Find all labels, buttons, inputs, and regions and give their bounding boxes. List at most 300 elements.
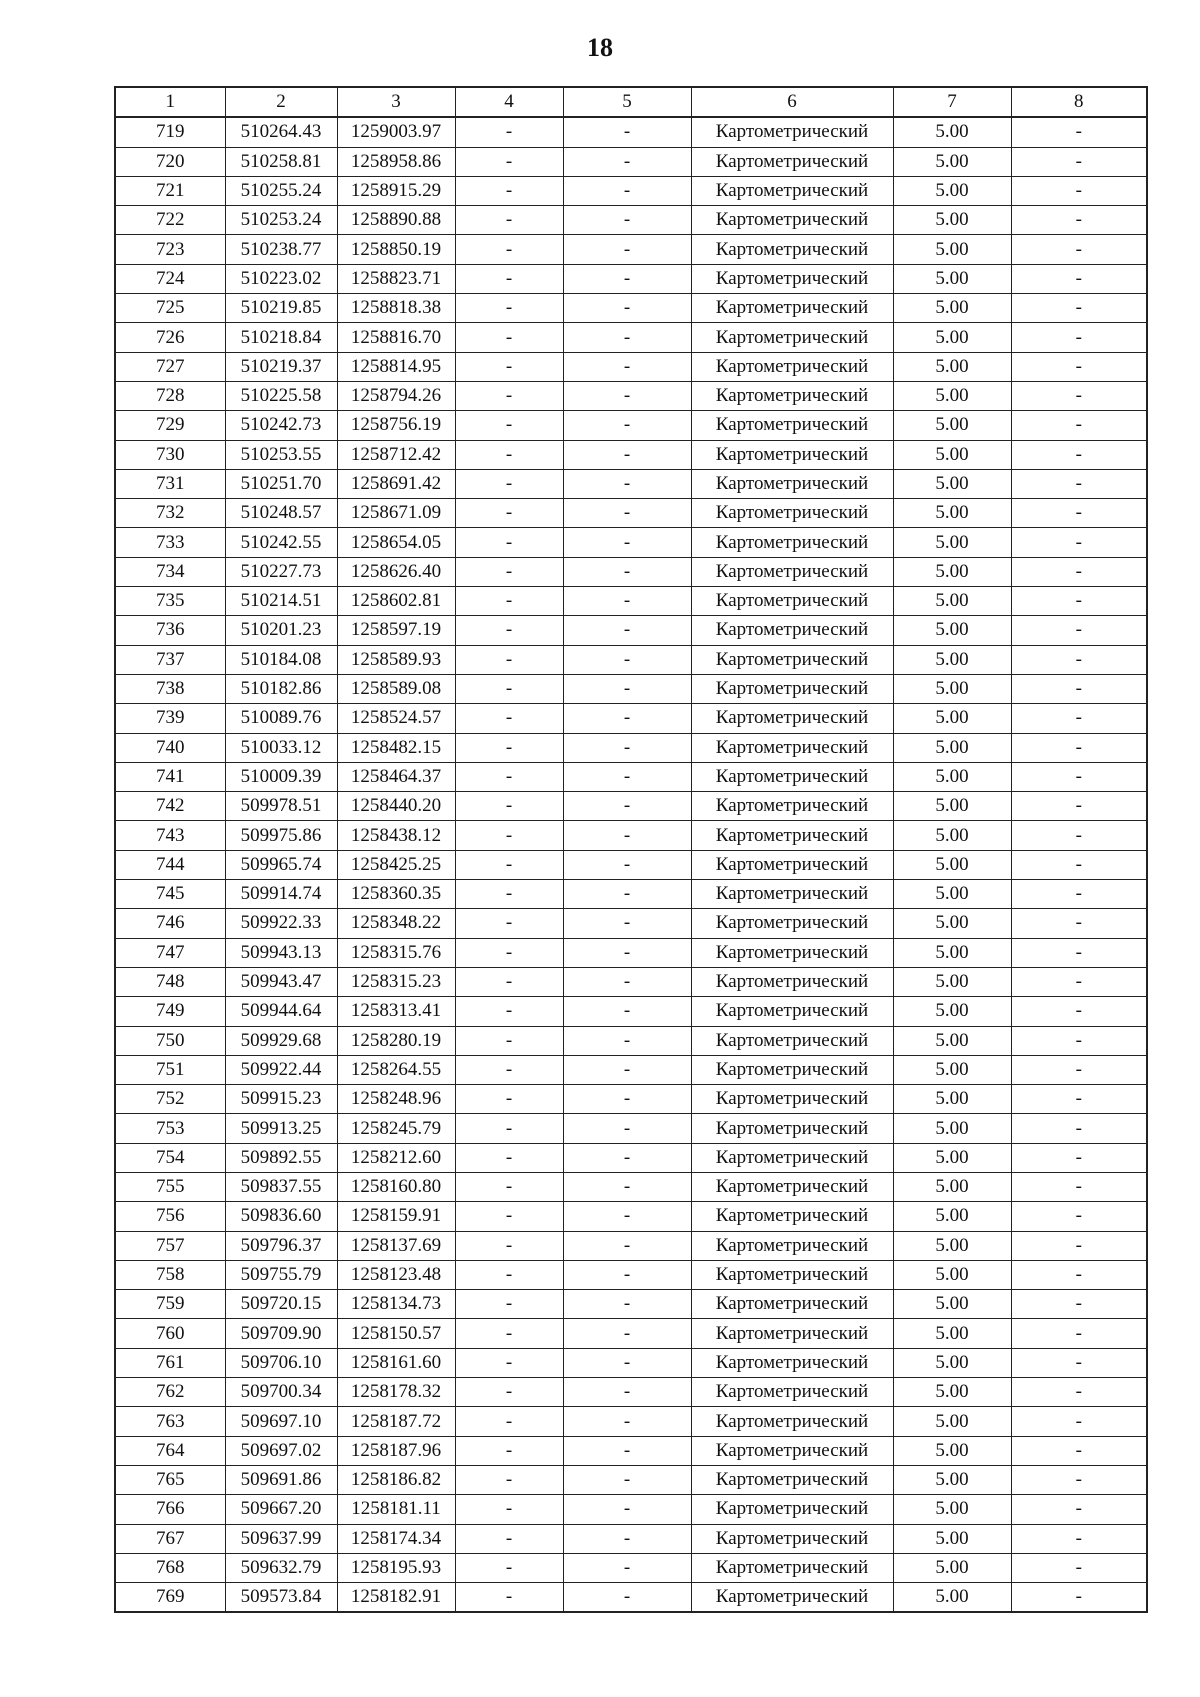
cell-coord-x: 510258.81 (225, 147, 337, 176)
table-row (115, 528, 1147, 557)
cell-col-5: - (563, 674, 691, 703)
cell-col-8: - (1011, 704, 1147, 733)
cell-accuracy: 5.00 (893, 206, 1011, 235)
cell-col-4: - (455, 1202, 563, 1231)
cell-col-8: - (1011, 528, 1147, 557)
cell-col-5: - (563, 1319, 691, 1348)
cell-coord-y: 1258794.26 (337, 381, 455, 410)
cell-method: Картометрический (691, 528, 893, 557)
table-row (115, 1524, 1147, 1553)
cell-point-number: 763 (115, 1407, 225, 1436)
cell-point-number: 747 (115, 938, 225, 967)
cell-col-5: - (563, 909, 691, 938)
table-body (115, 117, 1147, 1612)
cell-col-4: - (455, 1524, 563, 1553)
cell-accuracy: 5.00 (893, 294, 1011, 323)
cell-point-number: 734 (115, 557, 225, 586)
cell-method: Картометрический (691, 850, 893, 879)
cell-col-5: - (563, 1495, 691, 1524)
cell-col-5: - (563, 235, 691, 264)
cell-accuracy: 5.00 (893, 1524, 1011, 1553)
cell-accuracy: 5.00 (893, 733, 1011, 762)
cell-method: Картометрический (691, 938, 893, 967)
cell-col-5: - (563, 792, 691, 821)
cell-coord-x: 509922.33 (225, 909, 337, 938)
cell-col-8: - (1011, 997, 1147, 1026)
cell-method: Картометрический (691, 762, 893, 791)
cell-method: Картометрический (691, 1524, 893, 1553)
cell-accuracy: 5.00 (893, 264, 1011, 293)
cell-method: Картометрический (691, 880, 893, 909)
cell-coord-x: 510242.55 (225, 528, 337, 557)
cell-method: Картометрический (691, 909, 893, 938)
cell-col-5: - (563, 528, 691, 557)
table-row (115, 1290, 1147, 1319)
cell-point-number: 743 (115, 821, 225, 850)
table-row (115, 323, 1147, 352)
cell-coord-x: 510219.85 (225, 294, 337, 323)
cell-coord-y: 1258823.71 (337, 264, 455, 293)
cell-coord-x: 509755.79 (225, 1260, 337, 1289)
cell-coord-x: 510214.51 (225, 587, 337, 616)
cell-col-8: - (1011, 1085, 1147, 1114)
table-row (115, 117, 1147, 147)
cell-col-5: - (563, 117, 691, 147)
cell-col-8: - (1011, 645, 1147, 674)
cell-col-4: - (455, 821, 563, 850)
table-row (115, 792, 1147, 821)
cell-col-4: - (455, 1114, 563, 1143)
cell-point-number: 751 (115, 1055, 225, 1084)
cell-coord-y: 1258161.60 (337, 1348, 455, 1377)
cell-method: Картометрический (691, 1114, 893, 1143)
cell-coord-y: 1258626.40 (337, 557, 455, 586)
cell-col-5: - (563, 1465, 691, 1494)
cell-point-number: 745 (115, 880, 225, 909)
cell-accuracy: 5.00 (893, 1378, 1011, 1407)
cell-col-4: - (455, 1465, 563, 1494)
cell-col-4: - (455, 235, 563, 264)
cell-accuracy: 5.00 (893, 880, 1011, 909)
table-row (115, 1202, 1147, 1231)
cell-col-4: - (455, 1085, 563, 1114)
cell-col-4: - (455, 997, 563, 1026)
cell-col-8: - (1011, 733, 1147, 762)
cell-coord-y: 1258915.29 (337, 176, 455, 205)
cell-point-number: 727 (115, 352, 225, 381)
cell-col-5: - (563, 323, 691, 352)
cell-coord-y: 1258150.57 (337, 1319, 455, 1348)
cell-col-4: - (455, 352, 563, 381)
cell-coord-y: 1258425.25 (337, 850, 455, 879)
cell-col-4: - (455, 469, 563, 498)
table-row (115, 1319, 1147, 1348)
cell-method: Картометрический (691, 411, 893, 440)
cell-coord-y: 1258756.19 (337, 411, 455, 440)
table-row (115, 616, 1147, 645)
table-row (115, 1436, 1147, 1465)
table-row (115, 938, 1147, 967)
cell-coord-x: 510264.43 (225, 117, 337, 147)
table-row (115, 147, 1147, 176)
cell-col-8: - (1011, 1465, 1147, 1494)
cell-col-5: - (563, 733, 691, 762)
cell-col-5: - (563, 1055, 691, 1084)
cell-point-number: 729 (115, 411, 225, 440)
table-row (115, 880, 1147, 909)
cell-col-8: - (1011, 235, 1147, 264)
cell-accuracy: 5.00 (893, 469, 1011, 498)
cell-method: Картометрический (691, 587, 893, 616)
cell-accuracy: 5.00 (893, 352, 1011, 381)
cell-col-4: - (455, 1260, 563, 1289)
cell-coord-x: 509700.34 (225, 1378, 337, 1407)
cell-method: Картометрический (691, 206, 893, 235)
table-row (115, 206, 1147, 235)
cell-accuracy: 5.00 (893, 1055, 1011, 1084)
cell-col-5: - (563, 352, 691, 381)
cell-accuracy: 5.00 (893, 616, 1011, 645)
cell-coord-y: 1258280.19 (337, 1026, 455, 1055)
cell-coord-y: 1258524.57 (337, 704, 455, 733)
cell-coord-x: 509922.44 (225, 1055, 337, 1084)
cell-point-number: 737 (115, 645, 225, 674)
cell-col-8: - (1011, 1260, 1147, 1289)
cell-coord-y: 1258187.96 (337, 1436, 455, 1465)
cell-accuracy: 5.00 (893, 381, 1011, 410)
column-header: 7 (893, 87, 1011, 117)
cell-coord-y: 1258195.93 (337, 1553, 455, 1582)
cell-accuracy: 5.00 (893, 1172, 1011, 1201)
cell-coord-x: 510218.84 (225, 323, 337, 352)
cell-coord-x: 509706.10 (225, 1348, 337, 1377)
cell-point-number: 759 (115, 1290, 225, 1319)
table-row (115, 1143, 1147, 1172)
cell-point-number: 768 (115, 1553, 225, 1582)
cell-point-number: 749 (115, 997, 225, 1026)
cell-coord-x: 509697.10 (225, 1407, 337, 1436)
cell-col-8: - (1011, 1378, 1147, 1407)
cell-col-8: - (1011, 967, 1147, 996)
cell-coord-x: 509943.13 (225, 938, 337, 967)
cell-col-5: - (563, 997, 691, 1026)
cell-col-5: - (563, 1085, 691, 1114)
header-row (115, 87, 1147, 117)
table-row (115, 176, 1147, 205)
cell-col-5: - (563, 1026, 691, 1055)
table-row (115, 733, 1147, 762)
cell-coord-x: 509573.84 (225, 1583, 337, 1613)
cell-point-number: 736 (115, 616, 225, 645)
cell-accuracy: 5.00 (893, 1143, 1011, 1172)
cell-col-8: - (1011, 1290, 1147, 1319)
cell-accuracy: 5.00 (893, 117, 1011, 147)
cell-coord-y: 1258137.69 (337, 1231, 455, 1260)
cell-accuracy: 5.00 (893, 1407, 1011, 1436)
cell-accuracy: 5.00 (893, 1436, 1011, 1465)
cell-accuracy: 5.00 (893, 557, 1011, 586)
coordinates-table (114, 86, 1148, 1613)
cell-col-8: - (1011, 352, 1147, 381)
cell-col-5: - (563, 587, 691, 616)
table-row (115, 1553, 1147, 1582)
cell-coord-x: 510255.24 (225, 176, 337, 205)
cell-col-8: - (1011, 762, 1147, 791)
cell-point-number: 725 (115, 294, 225, 323)
cell-col-8: - (1011, 880, 1147, 909)
cell-coord-y: 1258816.70 (337, 323, 455, 352)
cell-col-5: - (563, 821, 691, 850)
table-row (115, 674, 1147, 703)
cell-coord-x: 510253.55 (225, 440, 337, 469)
table-row (115, 762, 1147, 791)
cell-col-8: - (1011, 411, 1147, 440)
table-row (115, 967, 1147, 996)
cell-coord-x: 509944.64 (225, 997, 337, 1026)
cell-col-5: - (563, 440, 691, 469)
cell-col-8: - (1011, 1436, 1147, 1465)
cell-point-number: 756 (115, 1202, 225, 1231)
cell-col-8: - (1011, 381, 1147, 410)
cell-accuracy: 5.00 (893, 1319, 1011, 1348)
cell-col-5: - (563, 1524, 691, 1553)
cell-coord-x: 510238.77 (225, 235, 337, 264)
column-header: 5 (563, 87, 691, 117)
cell-accuracy: 5.00 (893, 762, 1011, 791)
cell-accuracy: 5.00 (893, 1085, 1011, 1114)
cell-col-4: - (455, 1348, 563, 1377)
cell-point-number: 728 (115, 381, 225, 410)
cell-accuracy: 5.00 (893, 967, 1011, 996)
cell-col-4: - (455, 645, 563, 674)
cell-point-number: 742 (115, 792, 225, 821)
table-row (115, 264, 1147, 293)
cell-method: Картометрический (691, 1319, 893, 1348)
table-row (115, 587, 1147, 616)
cell-coord-x: 509796.37 (225, 1231, 337, 1260)
cell-col-8: - (1011, 1143, 1147, 1172)
cell-point-number: 732 (115, 499, 225, 528)
cell-point-number: 767 (115, 1524, 225, 1553)
table-row (115, 1495, 1147, 1524)
cell-method: Картометрический (691, 557, 893, 586)
cell-col-4: - (455, 499, 563, 528)
cell-col-4: - (455, 1553, 563, 1582)
cell-coord-x: 509632.79 (225, 1553, 337, 1582)
cell-method: Картометрический (691, 1583, 893, 1613)
table-row (115, 411, 1147, 440)
table-row (115, 557, 1147, 586)
cell-col-5: - (563, 704, 691, 733)
cell-method: Картометрический (691, 1260, 893, 1289)
cell-coord-y: 1258313.41 (337, 997, 455, 1026)
cell-coord-y: 1258691.42 (337, 469, 455, 498)
column-header: 6 (691, 87, 893, 117)
cell-method: Картометрический (691, 499, 893, 528)
cell-col-5: - (563, 1143, 691, 1172)
cell-method: Картометрический (691, 323, 893, 352)
cell-method: Картометрический (691, 792, 893, 821)
cell-coord-x: 510227.73 (225, 557, 337, 586)
cell-method: Картометрический (691, 352, 893, 381)
cell-accuracy: 5.00 (893, 938, 1011, 967)
cell-coord-x: 509637.99 (225, 1524, 337, 1553)
cell-coord-x: 510219.37 (225, 352, 337, 381)
cell-coord-x: 509697.02 (225, 1436, 337, 1465)
cell-col-4: - (455, 1026, 563, 1055)
cell-point-number: 733 (115, 528, 225, 557)
cell-point-number: 738 (115, 674, 225, 703)
cell-coord-y: 1258264.55 (337, 1055, 455, 1084)
cell-method: Картометрический (691, 147, 893, 176)
cell-accuracy: 5.00 (893, 323, 1011, 352)
cell-method: Картометрический (691, 264, 893, 293)
cell-coord-y: 1258654.05 (337, 528, 455, 557)
cell-col-8: - (1011, 117, 1147, 147)
cell-point-number: 746 (115, 909, 225, 938)
cell-method: Картометрический (691, 1553, 893, 1582)
cell-coord-y: 1259003.97 (337, 117, 455, 147)
cell-col-5: - (563, 1202, 691, 1231)
cell-coord-x: 509913.25 (225, 1114, 337, 1143)
cell-point-number: 755 (115, 1172, 225, 1201)
cell-col-4: - (455, 792, 563, 821)
cell-col-8: - (1011, 674, 1147, 703)
cell-col-5: - (563, 1231, 691, 1260)
cell-coord-y: 1258186.82 (337, 1465, 455, 1494)
cell-point-number: 753 (115, 1114, 225, 1143)
column-header: 1 (115, 87, 225, 117)
cell-col-4: - (455, 1290, 563, 1319)
cell-coord-x: 510242.73 (225, 411, 337, 440)
cell-col-4: - (455, 557, 563, 586)
cell-col-5: - (563, 1348, 691, 1377)
cell-coord-x: 510223.02 (225, 264, 337, 293)
cell-method: Картометрический (691, 821, 893, 850)
cell-accuracy: 5.00 (893, 1495, 1011, 1524)
cell-col-5: - (563, 880, 691, 909)
cell-col-4: - (455, 1407, 563, 1436)
cell-col-8: - (1011, 821, 1147, 850)
cell-coord-x: 509914.74 (225, 880, 337, 909)
cell-point-number: 769 (115, 1583, 225, 1613)
cell-col-5: - (563, 1260, 691, 1289)
cell-coord-y: 1258597.19 (337, 616, 455, 645)
cell-coord-y: 1258814.95 (337, 352, 455, 381)
cell-col-4: - (455, 323, 563, 352)
cell-method: Картометрический (691, 469, 893, 498)
cell-coord-y: 1258159.91 (337, 1202, 455, 1231)
cell-coord-y: 1258464.37 (337, 762, 455, 791)
cell-method: Картометрический (691, 440, 893, 469)
cell-accuracy: 5.00 (893, 587, 1011, 616)
cell-coord-x: 510033.12 (225, 733, 337, 762)
cell-coord-x: 509837.55 (225, 1172, 337, 1201)
cell-coord-x: 509667.20 (225, 1495, 337, 1524)
cell-coord-y: 1258671.09 (337, 499, 455, 528)
cell-coord-x: 509691.86 (225, 1465, 337, 1494)
cell-method: Картометрический (691, 1495, 893, 1524)
cell-method: Картометрический (691, 235, 893, 264)
cell-coord-y: 1258850.19 (337, 235, 455, 264)
cell-coord-x: 509978.51 (225, 792, 337, 821)
cell-col-4: - (455, 587, 563, 616)
cell-method: Картометрический (691, 733, 893, 762)
cell-method: Картометрический (691, 674, 893, 703)
cell-col-8: - (1011, 616, 1147, 645)
cell-point-number: 754 (115, 1143, 225, 1172)
cell-accuracy: 5.00 (893, 1114, 1011, 1143)
column-header: 2 (225, 87, 337, 117)
cell-col-8: - (1011, 1172, 1147, 1201)
cell-accuracy: 5.00 (893, 411, 1011, 440)
cell-method: Картометрический (691, 117, 893, 147)
cell-coord-y: 1258315.76 (337, 938, 455, 967)
cell-col-4: - (455, 616, 563, 645)
cell-method: Картометрический (691, 1172, 893, 1201)
column-header: 4 (455, 87, 563, 117)
cell-method: Картометрический (691, 1202, 893, 1231)
cell-method: Картометрический (691, 1085, 893, 1114)
cell-col-8: - (1011, 1348, 1147, 1377)
cell-coord-x: 509929.68 (225, 1026, 337, 1055)
table-row (115, 821, 1147, 850)
cell-accuracy: 5.00 (893, 440, 1011, 469)
cell-accuracy: 5.00 (893, 1026, 1011, 1055)
table-row (115, 909, 1147, 938)
cell-col-8: - (1011, 206, 1147, 235)
table-row (115, 645, 1147, 674)
cell-col-4: - (455, 1319, 563, 1348)
cell-col-4: - (455, 967, 563, 996)
cell-coord-x: 509892.55 (225, 1143, 337, 1172)
cell-accuracy: 5.00 (893, 1465, 1011, 1494)
cell-point-number: 724 (115, 264, 225, 293)
cell-col-4: - (455, 1378, 563, 1407)
cell-coord-y: 1258360.35 (337, 880, 455, 909)
cell-col-8: - (1011, 1231, 1147, 1260)
cell-col-5: - (563, 762, 691, 791)
cell-accuracy: 5.00 (893, 176, 1011, 205)
cell-method: Картометрический (691, 997, 893, 1026)
cell-accuracy: 5.00 (893, 528, 1011, 557)
cell-coord-y: 1258712.42 (337, 440, 455, 469)
cell-col-8: - (1011, 1407, 1147, 1436)
cell-coord-x: 509836.60 (225, 1202, 337, 1231)
cell-method: Картометрический (691, 1231, 893, 1260)
cell-col-5: - (563, 469, 691, 498)
cell-coord-y: 1258178.32 (337, 1378, 455, 1407)
cell-col-4: - (455, 206, 563, 235)
table-row (115, 1055, 1147, 1084)
cell-coord-x: 509965.74 (225, 850, 337, 879)
cell-col-5: - (563, 1290, 691, 1319)
cell-point-number: 762 (115, 1378, 225, 1407)
page-number: 18 (587, 33, 613, 62)
table-row (115, 850, 1147, 879)
cell-col-5: - (563, 206, 691, 235)
cell-col-4: - (455, 381, 563, 410)
cell-method: Картометрический (691, 1378, 893, 1407)
cell-col-4: - (455, 528, 563, 557)
table-row (115, 1231, 1147, 1260)
cell-method: Картометрический (691, 616, 893, 645)
cell-col-4: - (455, 1583, 563, 1613)
cell-coord-y: 1258187.72 (337, 1407, 455, 1436)
cell-col-4: - (455, 762, 563, 791)
cell-col-5: - (563, 967, 691, 996)
cell-coord-x: 510201.23 (225, 616, 337, 645)
